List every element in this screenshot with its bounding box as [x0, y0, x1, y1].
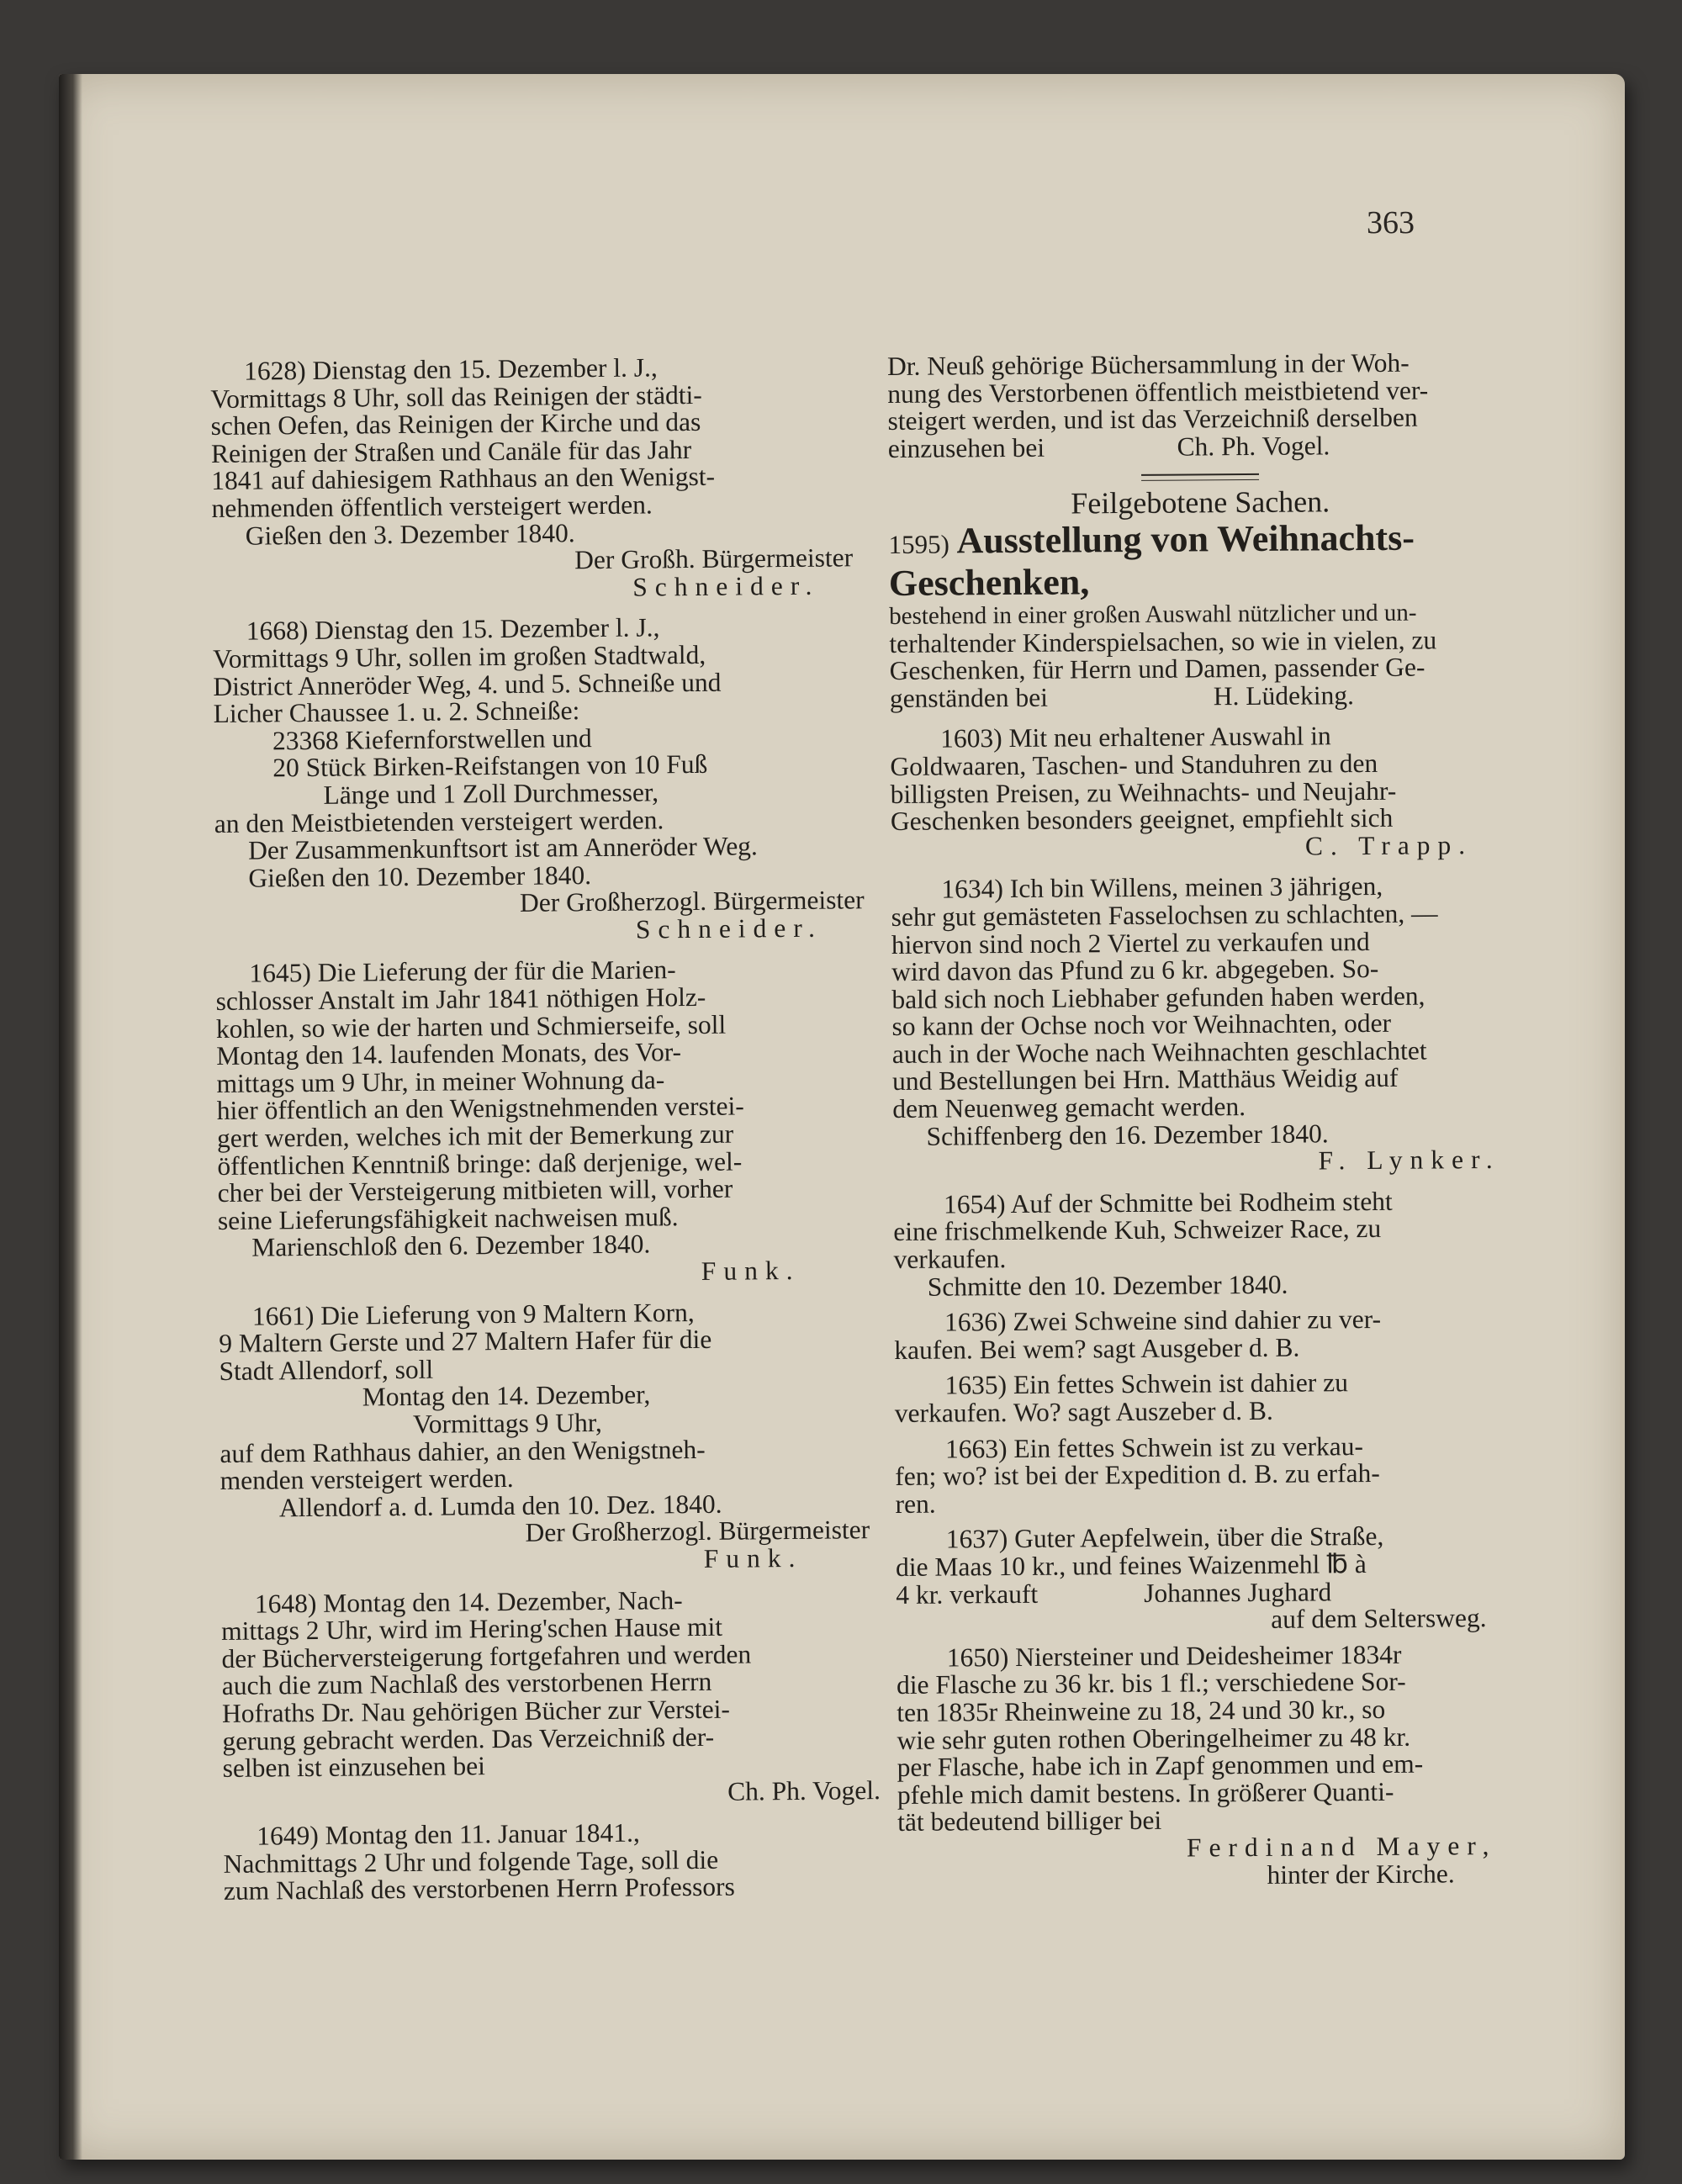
- notice-signature-name: Ferdinand Mayer,: [1186, 1830, 1497, 1863]
- notice-signature-name: C. Trapp.: [1304, 829, 1473, 861]
- notice-line: nung des Verstorbenen öffentlich meistbietend ver-: [887, 375, 1429, 409]
- notice-line: 1661) Die Lieferung von 9 Maltern Korn,: [251, 1297, 695, 1331]
- advert-1636: [894, 1305, 1518, 1364]
- notice-line: Licher Chaussee 1. u. 2. Schneiße:: [213, 695, 580, 729]
- notice-date: Schiffenberg den 16. Dezember 1840.: [926, 1118, 1329, 1151]
- notice-line: kohlen, so wie der harten und Schmierseife, soll: [215, 1009, 727, 1044]
- notice-line: zum Nachlaß des verstorbenen Herrn Professors: [223, 1872, 735, 1906]
- advert-title-line-1: Ausstellung von Weihnachts-: [956, 516, 1415, 562]
- notice-line: dem Neuenweg gemacht werden.: [892, 1092, 1246, 1124]
- notice-line: 1841 auf dahiesigem Rathhaus an den Wenigst-: [211, 462, 716, 496]
- notice-line: öffentlichen Kenntniß bringe: daß derjenige, wel-: [217, 1146, 743, 1181]
- notice-signature-title: Der Großherzogl. Bürgermeister: [519, 885, 865, 918]
- notice-line: selben ist einzusehen bei: [222, 1751, 486, 1784]
- advert-1595: [888, 518, 1514, 713]
- notice-line: eine frischmelkende Kuh, Schweizer Race, zu: [893, 1214, 1382, 1247]
- notice-line: District Anneröder Weg, 4. und 5. Schneiße und: [213, 667, 722, 701]
- notice-line: billigsten Preisen, zu Weihnachts- und Neujahr-: [890, 775, 1397, 809]
- notice-line: gert werden, welches ich mit der Bemerkung zur: [216, 1118, 734, 1153]
- notice-line: per Flasche, habe ich in Zapf genommen und em-: [897, 1748, 1424, 1783]
- notice-line: verkaufen. Wo? sagt Auszeber d. B.: [894, 1395, 1273, 1428]
- notice-signature-name: Schneider.: [635, 912, 823, 944]
- notice-line: auch die zum Nachlaß des verstorbenen Herrn: [221, 1667, 712, 1701]
- notice-line: hier öffentlich an den Wenigstnehmenden verstei-: [216, 1091, 744, 1126]
- notice-date: Schmitte den 10. Dezember 1840.: [927, 1269, 1288, 1302]
- notice-line: ten 1835r Rheinweine zu 18, 24 und 30 kr., so: [897, 1694, 1386, 1727]
- notice-line: Vormittags 9 Uhr, sollen im großen Stadtwald,: [212, 639, 706, 674]
- notice-line: 9 Maltern Gerste und 27 Maltern Hafer für die: [219, 1325, 712, 1359]
- notice-line: mittags um 9 Uhr, in meiner Wohnung da-: [216, 1065, 665, 1098]
- notice-line: 4 kr. verkauft Johannes Jughard: [896, 1576, 1332, 1610]
- notice-line: schen Oefen, das Reinigen der Kirche und das: [210, 407, 701, 442]
- notice-line: Montag den 14. laufenden Monats, des Vor-: [216, 1037, 682, 1071]
- notice-centered-line: Vormittags 9 Uhr,: [412, 1407, 602, 1439]
- left-column: [210, 352, 898, 1906]
- notice-signature-name: F. Lynker.: [1318, 1145, 1500, 1176]
- notice-line: verkaufen.: [893, 1244, 1007, 1275]
- notice-centered-line: Montag den 14. Dezember,: [362, 1379, 651, 1412]
- notice-1648: [221, 1584, 897, 1810]
- notice-date: Gießen den 10. Dezember 1840.: [248, 859, 592, 893]
- notice-line: Geschenken, für Herrn und Damen, passender Ge-: [889, 652, 1425, 686]
- advert-1637: [896, 1522, 1521, 1637]
- notice-line: Hofraths Dr. Nau gehörigen Bücher zur Verstei-: [221, 1694, 731, 1728]
- notice-line: 1636) Zwei Schweine sind dahier zu ver-: [944, 1304, 1382, 1337]
- advert-1654: [893, 1187, 1518, 1302]
- notice-line: der Bücherversteigerung fortgefahren und werden: [221, 1639, 752, 1674]
- notice-line: seine Lieferungsfähigkeit nachweisen muß.: [217, 1201, 679, 1235]
- notice-line: hiervon sind noch 2 Viertel zu verkaufen und: [891, 926, 1370, 960]
- page-gutter: [59, 74, 82, 2160]
- notice-1668: [213, 612, 890, 947]
- notice-date: Marienschloß den 6. Dezember 1840.: [251, 1229, 651, 1263]
- notice-line: terhaltender Kinderspielsachen, so wie in vielen, zu: [889, 625, 1437, 658]
- advert-1650: [897, 1641, 1522, 1892]
- notice-line: 1663) Ein fettes Schwein ist zu verkau-: [944, 1430, 1364, 1464]
- notice-item: Länge und 1 Zoll Durchmesser,: [323, 777, 659, 810]
- notice-line: wird davon das Pfund zu 6 kr. abgegeben. So-: [891, 954, 1379, 987]
- notice-line: 1645) Die Lieferung der für die Marien-: [249, 955, 676, 989]
- notice-line: bestehend in einer großen Auswahl nützlicher und un-: [889, 599, 1417, 630]
- notice-line: 1628) Dienstag den 15. Dezember l. J.,: [243, 352, 658, 386]
- advert-1663: [895, 1431, 1520, 1518]
- notice-line: Der Zusammenkunftsort ist am Anneröder Weg.: [247, 831, 758, 865]
- notice-line: nehmenden öffentlich versteigert werden.: [211, 489, 653, 523]
- notice-line: tät bedeutend billiger bei: [897, 1806, 1162, 1838]
- notice-line: Goldwaaren, Taschen- und Standuhren zu den: [890, 748, 1378, 781]
- advert-1603: [890, 722, 1515, 863]
- advert-1634: [891, 872, 1516, 1178]
- page-number: 363: [1367, 205, 1415, 241]
- notice-line: sehr gut gemästeten Fasselochsen zu schlachten, —: [891, 898, 1438, 932]
- notice-item: 23368 Kiefernforstwellen und: [272, 722, 592, 756]
- newspaper-page: [59, 74, 1625, 2160]
- section-divider: [1141, 473, 1259, 481]
- notice-line: 1668) Dienstag den 15. Dezember l. J.,: [246, 612, 660, 646]
- notice-line: Nachmittags 2 Uhr und folgende Tage, soll die: [223, 1844, 719, 1879]
- notice-line: gerung gebracht werden. Das Verzeichniß der-: [222, 1721, 715, 1756]
- notice-1649: [223, 1817, 898, 1906]
- notice-line: fen; wo? ist bei der Expedition d. B. zu erfah-: [895, 1458, 1380, 1492]
- notice-line: 1634) Ich bin Willens, meinen 3 jährigen,: [941, 871, 1383, 904]
- notice-line: auch in der Woche nach Weihnachten geschlachtet: [891, 1035, 1427, 1069]
- notice-line: mittags 2 Uhr, wird im Hering'schen Hause mit: [221, 1611, 723, 1647]
- notice-1628: [210, 352, 887, 605]
- advert-number: 1595): [888, 529, 950, 559]
- notice-signature-name: Funk.: [703, 1542, 803, 1573]
- notice-line: bald sich noch Liebhaber gefunden haben werden,: [891, 981, 1425, 1014]
- notice-line: die Flasche zu 36 kr. bis 1 fl.; verschiedene Sor-: [896, 1667, 1406, 1700]
- notice-signature-name: Ch. Ph. Vogel.: [727, 1774, 881, 1806]
- notice-line: Reinigen der Straßen und Canäle für das Jahr: [210, 434, 692, 468]
- notice-signature-title: Der Großherzogl. Bürgermeister: [525, 1515, 870, 1548]
- notice-signature-name: Schneider.: [632, 570, 820, 602]
- notice-signature-address: auf dem Seltersweg.: [1271, 1603, 1487, 1635]
- notice-line: steigert werden, und ist das Verzeichniß derselben: [887, 402, 1418, 436]
- notice-signature-title: Der Großh. Bürgermeister: [574, 542, 854, 575]
- notice-line: so kann der Ochse noch vor Weihnachten, oder: [891, 1008, 1392, 1042]
- notice-line: 1649) Montag den 11. Januar 1841.,: [257, 1817, 640, 1851]
- notice-date: Allendorf a. d. Lumda den 10. Dez. 1840.: [278, 1489, 722, 1523]
- notice-line: cher bei der Versteigerung mitbieten will, vorher: [217, 1173, 733, 1208]
- notice-line: menden versteigert werden.: [220, 1463, 514, 1496]
- notice-1649-continuation: [887, 349, 1512, 463]
- section-heading: Feilgebotene Sachen.: [1071, 484, 1330, 521]
- advert-title-line-2: Geschenken,: [888, 561, 1090, 604]
- notice-line: Geschenken besonders geeignet, empfiehlt sich: [890, 802, 1394, 837]
- notice-1661: [219, 1298, 896, 1578]
- notice-line: 1637) Guter Aepfelwein, über die Straße,: [945, 1521, 1384, 1554]
- notice-signature-address: hinter der Kirche.: [1267, 1858, 1455, 1890]
- notice-line: schlosser Anstalt im Jahr 1841 nöthigen Holz-: [215, 981, 706, 1017]
- notice-1645: [215, 955, 892, 1289]
- notice-line: 1603) Mit neu erhaltener Auswahl in: [940, 721, 1331, 754]
- notice-line: kaufen. Bei wem? sagt Ausgeber d. B.: [894, 1332, 1300, 1365]
- notice-line: pfehle mich damit bestens. In größerer Quanti-: [897, 1776, 1394, 1810]
- notice-line: Stadt Allendorf, soll: [219, 1354, 434, 1386]
- notice-line: auf dem Rathhaus dahier, an den Wenigstneh-: [220, 1434, 706, 1468]
- notice-line: ren.: [895, 1489, 936, 1519]
- notice-line: 1648) Montag den 14. Dezember, Nach-: [254, 1584, 683, 1619]
- notice-line: genständen bei H. Lüdeking.: [889, 680, 1355, 713]
- notice-item: 20 Stück Birken-Reifstangen von 10 Fuß: [272, 749, 708, 783]
- notice-line: 1635) Ein fettes Schwein ist dahier zu: [944, 1367, 1349, 1400]
- notice-line: wie sehr guten rothen Oberingelheimer zu 48 kr.: [897, 1721, 1411, 1755]
- right-column: [887, 349, 1522, 1891]
- notice-line: und Bestellungen bei Hrn. Matthäus Weidig auf: [891, 1063, 1399, 1097]
- notice-line: die Maas 10 kr., und feines Waizenmehl ℔ à: [895, 1549, 1367, 1582]
- notice-line: Vormittags 8 Uhr, soll das Reinigen der städti-: [210, 379, 702, 414]
- notice-date: Gießen den 3. Dezember 1840.: [245, 517, 575, 551]
- advert-1635: [894, 1368, 1518, 1427]
- notice-signature-name: Funk.: [701, 1255, 801, 1286]
- notice-line: 1650) Niersteiner und Deidesheimer 1834r: [946, 1639, 1402, 1673]
- notice-line: Dr. Neuß gehörige Büchersammlung in der Woh-: [886, 347, 1410, 381]
- notice-line: an den Meistbietenden versteigert werden.: [214, 804, 664, 838]
- advert-title: [888, 518, 1512, 564]
- notice-line: 1654) Auf der Schmitte bei Rodheim steht: [943, 1186, 1393, 1219]
- notice-line: einzusehen bei Ch. Ph. Vogel.: [887, 431, 1330, 463]
